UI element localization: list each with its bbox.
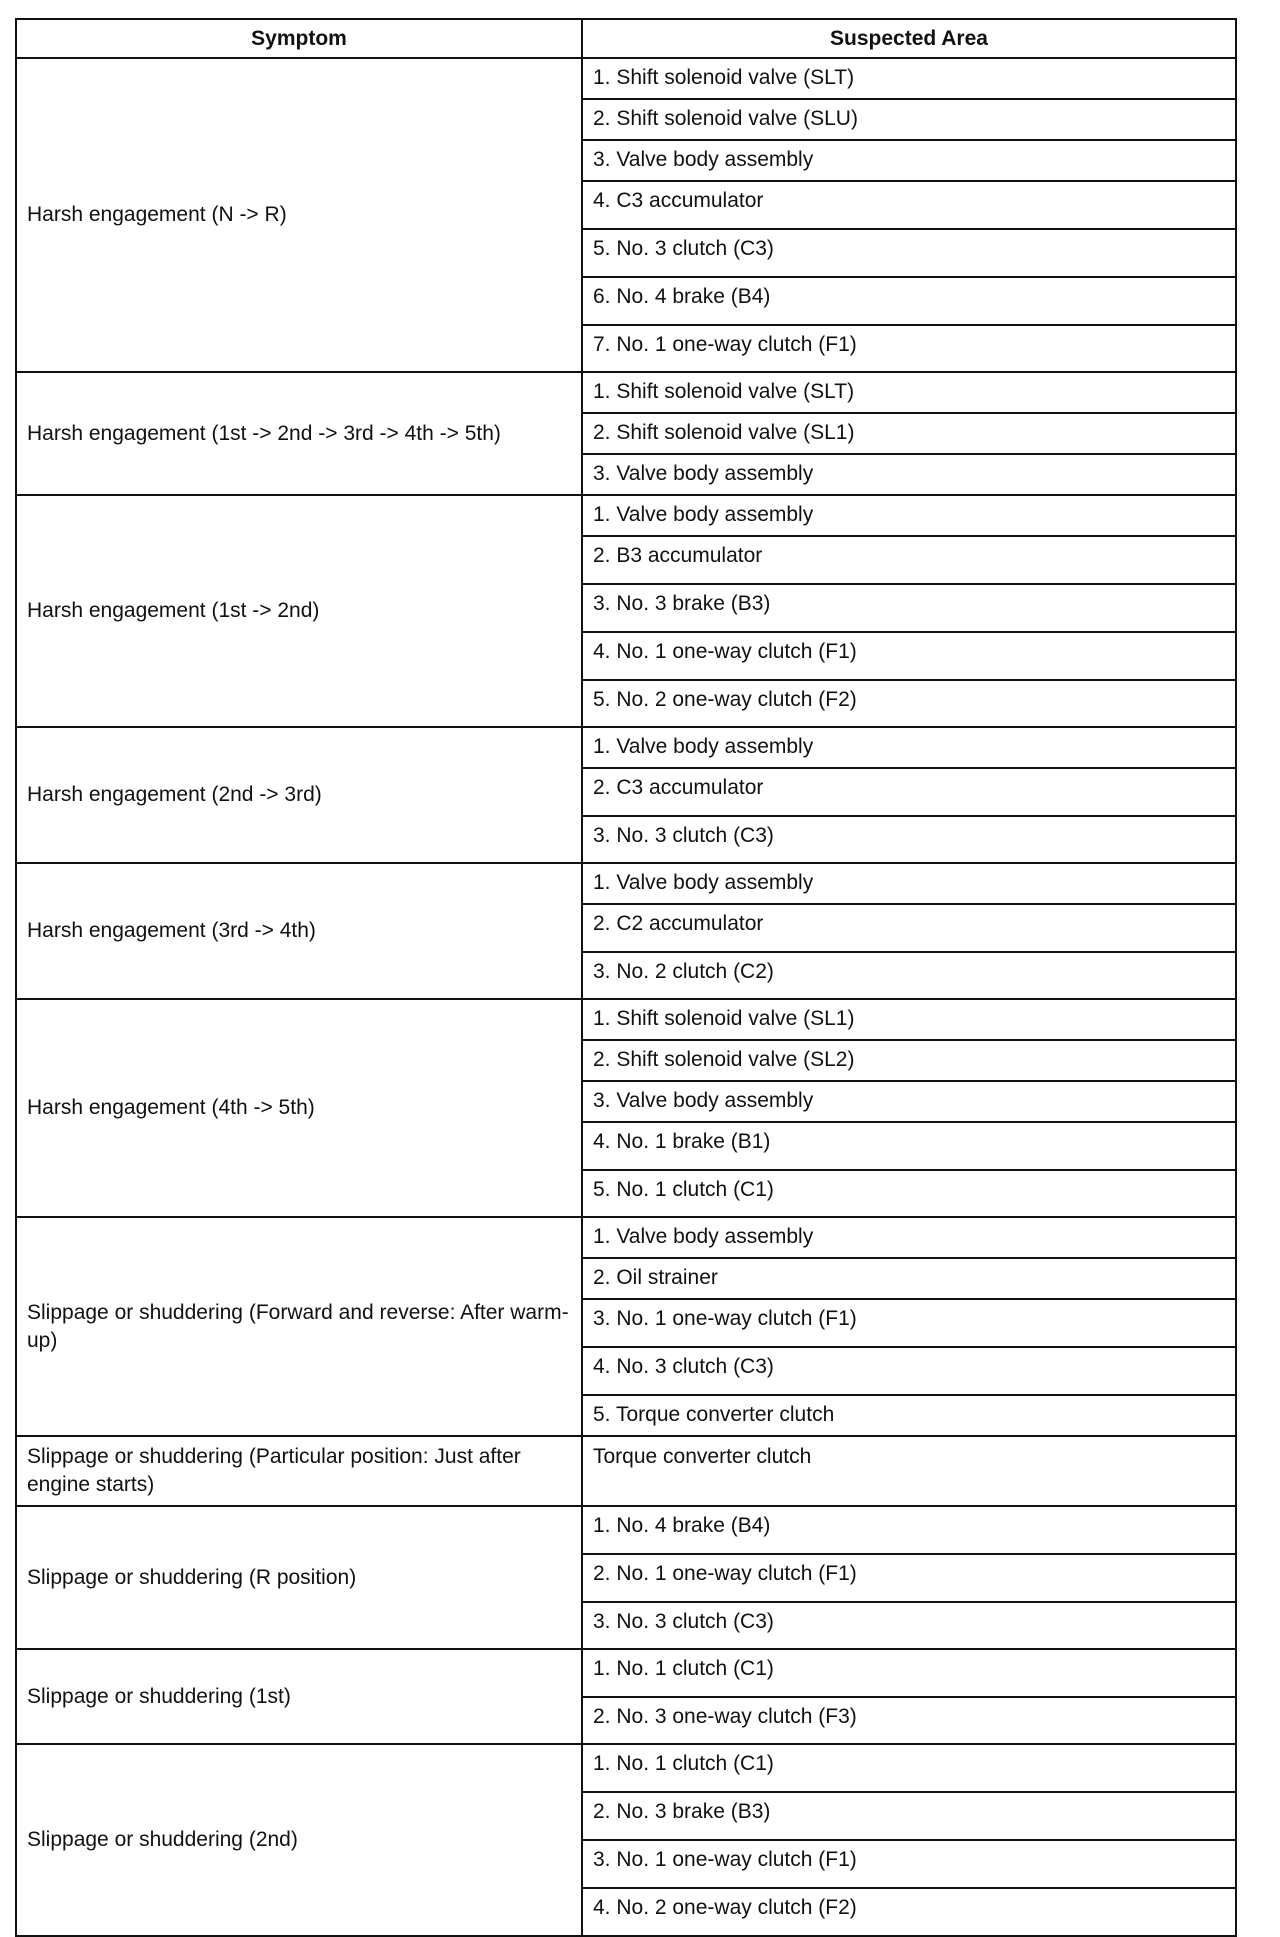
suspected-area-cell: 2. No. 3 one-way clutch (F3)	[582, 1697, 1236, 1744]
suspected-area-cell: 3. No. 3 clutch (C3)	[582, 1602, 1236, 1649]
suspected-area-cell: 2. Shift solenoid valve (SLU)	[582, 99, 1236, 140]
suspected-area-cell: 1. Valve body assembly	[582, 863, 1236, 904]
suspected-area-cell: 3. Valve body assembly	[582, 1081, 1236, 1122]
table-row	[16, 999, 1236, 1040]
table-row	[16, 1436, 1236, 1506]
suspected-area-cell: 2. C2 accumulator	[582, 904, 1236, 952]
suspected-area-cell: 1. Valve body assembly	[582, 727, 1236, 768]
symptom-column-header: Symptom	[16, 19, 582, 58]
suspected-area-cell: 5. Torque converter clutch	[582, 1395, 1236, 1436]
suspected-area-cell: 5. No. 1 clutch (C1)	[582, 1170, 1236, 1217]
symptom-cell: Harsh engagement (N -> R)	[16, 58, 582, 372]
suspected-area-cell: 2. No. 1 one-way clutch (F1)	[582, 1554, 1236, 1602]
symptom-cell: Harsh engagement (1st -> 2nd -> 3rd -> 4th -> 5th)	[16, 372, 582, 495]
diagnosis-table	[15, 18, 1237, 1937]
suspected-area-column-header: Suspected Area	[582, 19, 1236, 58]
symptom-cell: Slippage or shuddering (1st)	[16, 1649, 582, 1744]
suspected-area-cell: 1. Shift solenoid valve (SL1)	[582, 999, 1236, 1040]
suspected-area-cell: 3. No. 1 one-way clutch (F1)	[582, 1840, 1236, 1888]
symptom-cell: Harsh engagement (3rd -> 4th)	[16, 863, 582, 999]
suspected-area-cell: 2. Shift solenoid valve (SL2)	[582, 1040, 1236, 1081]
suspected-area-cell: 7. No. 1 one-way clutch (F1)	[582, 325, 1236, 372]
suspected-area-cell: Torque converter clutch	[582, 1436, 1236, 1506]
document-page	[15, 18, 1235, 1937]
symptom-cell: Harsh engagement (1st -> 2nd)	[16, 495, 582, 727]
suspected-area-cell: 6. No. 4 brake (B4)	[582, 277, 1236, 325]
suspected-area-cell: 1. Valve body assembly	[582, 1217, 1236, 1258]
suspected-area-cell: 3. No. 3 clutch (C3)	[582, 816, 1236, 863]
suspected-area-cell: 2. Oil strainer	[582, 1258, 1236, 1299]
suspected-area-cell: 5. No. 3 clutch (C3)	[582, 229, 1236, 277]
suspected-area-cell: 1. No. 1 clutch (C1)	[582, 1649, 1236, 1697]
table-row	[16, 372, 1236, 413]
symptom-cell: Slippage or shuddering (Particular position: Just after engine starts)	[16, 1436, 582, 1506]
suspected-area-cell: 2. C3 accumulator	[582, 768, 1236, 816]
table-row	[16, 727, 1236, 768]
table-row	[16, 495, 1236, 536]
suspected-area-cell: 4. C3 accumulator	[582, 181, 1236, 229]
symptom-cell: Slippage or shuddering (R position)	[16, 1506, 582, 1649]
suspected-area-cell: 4. No. 1 one-way clutch (F1)	[582, 632, 1236, 680]
suspected-area-cell: 3. No. 3 brake (B3)	[582, 584, 1236, 632]
suspected-area-cell: 2. B3 accumulator	[582, 536, 1236, 584]
suspected-area-cell: 4. No. 3 clutch (C3)	[582, 1347, 1236, 1395]
symptom-cell: Harsh engagement (4th -> 5th)	[16, 999, 582, 1217]
suspected-area-cell: 2. Shift solenoid valve (SL1)	[582, 413, 1236, 454]
table-row	[16, 1506, 1236, 1554]
suspected-area-cell: 2. No. 3 brake (B3)	[582, 1792, 1236, 1840]
symptom-cell: Slippage or shuddering (Forward and reverse: After warm-up)	[16, 1217, 582, 1436]
suspected-area-cell: 5. No. 2 one-way clutch (F2)	[582, 680, 1236, 727]
suspected-area-cell: 1. Valve body assembly	[582, 495, 1236, 536]
suspected-area-cell: 4. No. 2 one-way clutch (F2)	[582, 1888, 1236, 1936]
suspected-area-cell: 3. No. 1 one-way clutch (F1)	[582, 1299, 1236, 1347]
suspected-area-cell: 1. Shift solenoid valve (SLT)	[582, 58, 1236, 99]
table-header-row	[16, 19, 1236, 58]
table-row	[16, 1744, 1236, 1792]
suspected-area-cell: 1. No. 1 clutch (C1)	[582, 1744, 1236, 1792]
suspected-area-cell: 3. No. 2 clutch (C2)	[582, 952, 1236, 999]
suspected-area-cell: 1. No. 4 brake (B4)	[582, 1506, 1236, 1554]
table-row	[16, 58, 1236, 99]
suspected-area-cell: 3. Valve body assembly	[582, 454, 1236, 495]
table-row	[16, 1649, 1236, 1697]
table-row	[16, 863, 1236, 904]
suspected-area-cell: 3. Valve body assembly	[582, 140, 1236, 181]
suspected-area-cell: 4. No. 1 brake (B1)	[582, 1122, 1236, 1170]
suspected-area-cell: 1. Shift solenoid valve (SLT)	[582, 372, 1236, 413]
symptom-cell: Slippage or shuddering (2nd)	[16, 1744, 582, 1936]
symptom-cell: Harsh engagement (2nd -> 3rd)	[16, 727, 582, 863]
table-row	[16, 1217, 1236, 1258]
